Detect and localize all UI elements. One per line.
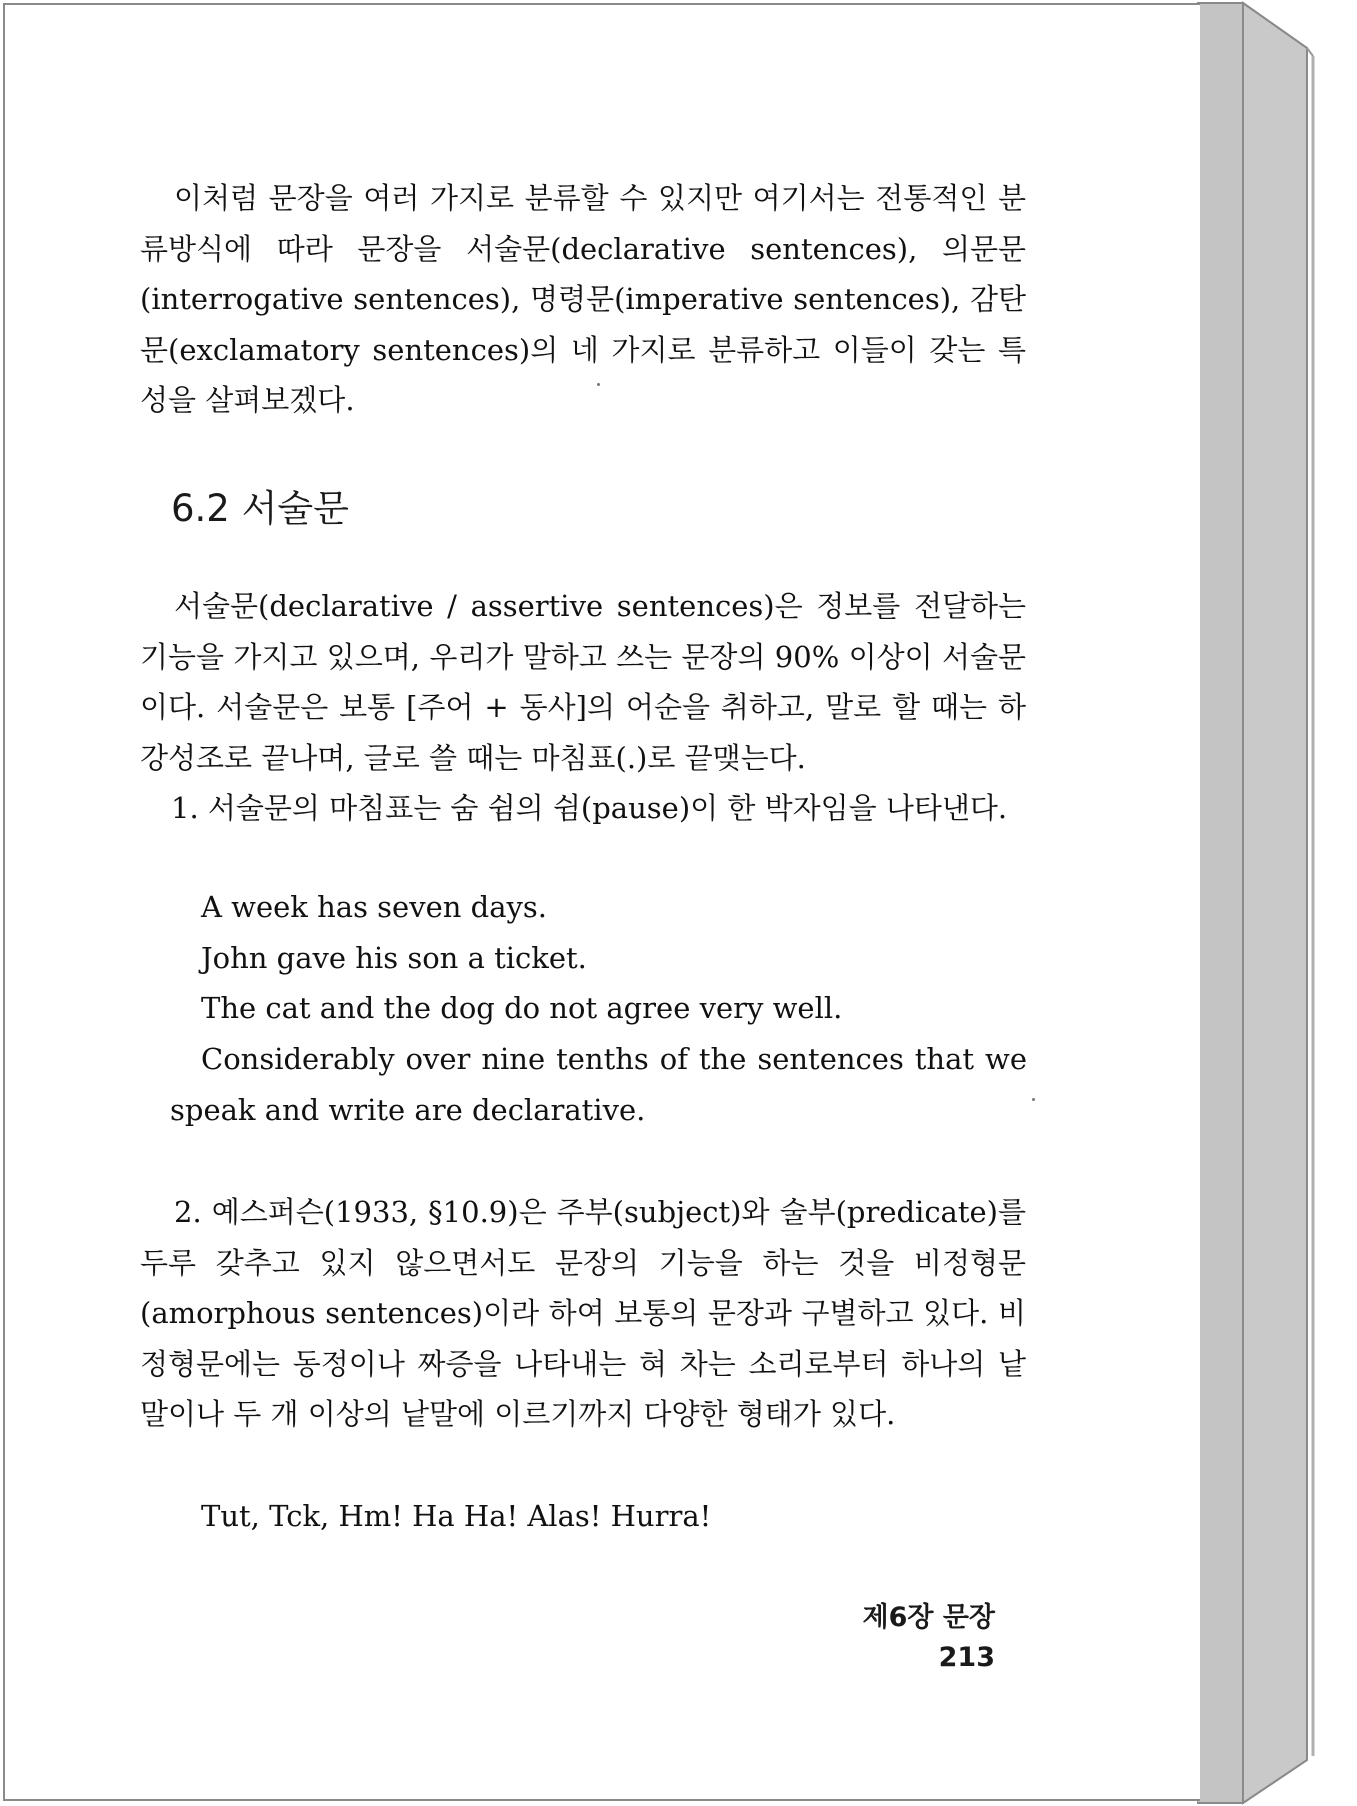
print-speck [597, 383, 600, 386]
example-line: John gave his son a ticket. [201, 941, 587, 975]
intro-paragraph: 이처럼 문장을 여러 가지로 분류할 수 있지만 여기서는 전통적인 분류방식에 따라 문장을 서술문(declarative sentences), 의문문(interrogative sentences), 명령문(imperative sentences), 감탄문(exclamatory sentences)의 네 가지로 분류하고 이들이 갖는 특성을 살펴보겠다. [140, 181, 1026, 417]
section-heading: 6.2 서술문 [171, 487, 349, 530]
point-1: 1. 서술문의 마침표는 숨 쉼의 쉼(pause)이 한 박자임을 나타낸다. [171, 791, 1008, 825]
example-line: A week has seven days. [201, 890, 547, 924]
running-footer: 제6장 문장 213 [862, 1602, 995, 1673]
point-2: 2. 예스퍼슨(1933, §10.9)은 주부(subject)와 술부(predicate)를 두루 갖추고 있지 않으면서도 문장의 기능을 하는 것을 비정형문(amorphous sentences)이라 하여 보통의 문장과 구별하고 있다. 비정형문에는 동정이나 짜증을 나타내는 혀 차는 소리로부터 하나의 낱말이나 두 개 이상의 낱말에 이르기까지 다양한 형태가 있다. [140, 1195, 1026, 1431]
example-long: Considerably over nine tenths of the sentences that we speak and write are declarative. [170, 1042, 1027, 1127]
book-spine-edge [1197, 0, 1357, 1806]
example-line: The cat and the dog do not agree very well. [201, 991, 843, 1025]
example-interjections: Tut, Tck, Hm! Ha Ha! Alas! Hurra! [201, 1499, 712, 1533]
print-speck [1032, 1098, 1035, 1101]
section-paragraph: 서술문(declarative / assertive sentences)은 정보를 전달하는 기능을 가지고 있으며, 우리가 말하고 쓰는 문장의 90% 이상이 서술문이다. 서술문은 보통 [주어 + 동사]의 어순을 취하고, 말로 할 때는 하강성조로 끝나며, 글로 쓸 때는 마침표(.)로 끝맺는다. [140, 589, 1026, 775]
book-page [3, 3, 1200, 1801]
